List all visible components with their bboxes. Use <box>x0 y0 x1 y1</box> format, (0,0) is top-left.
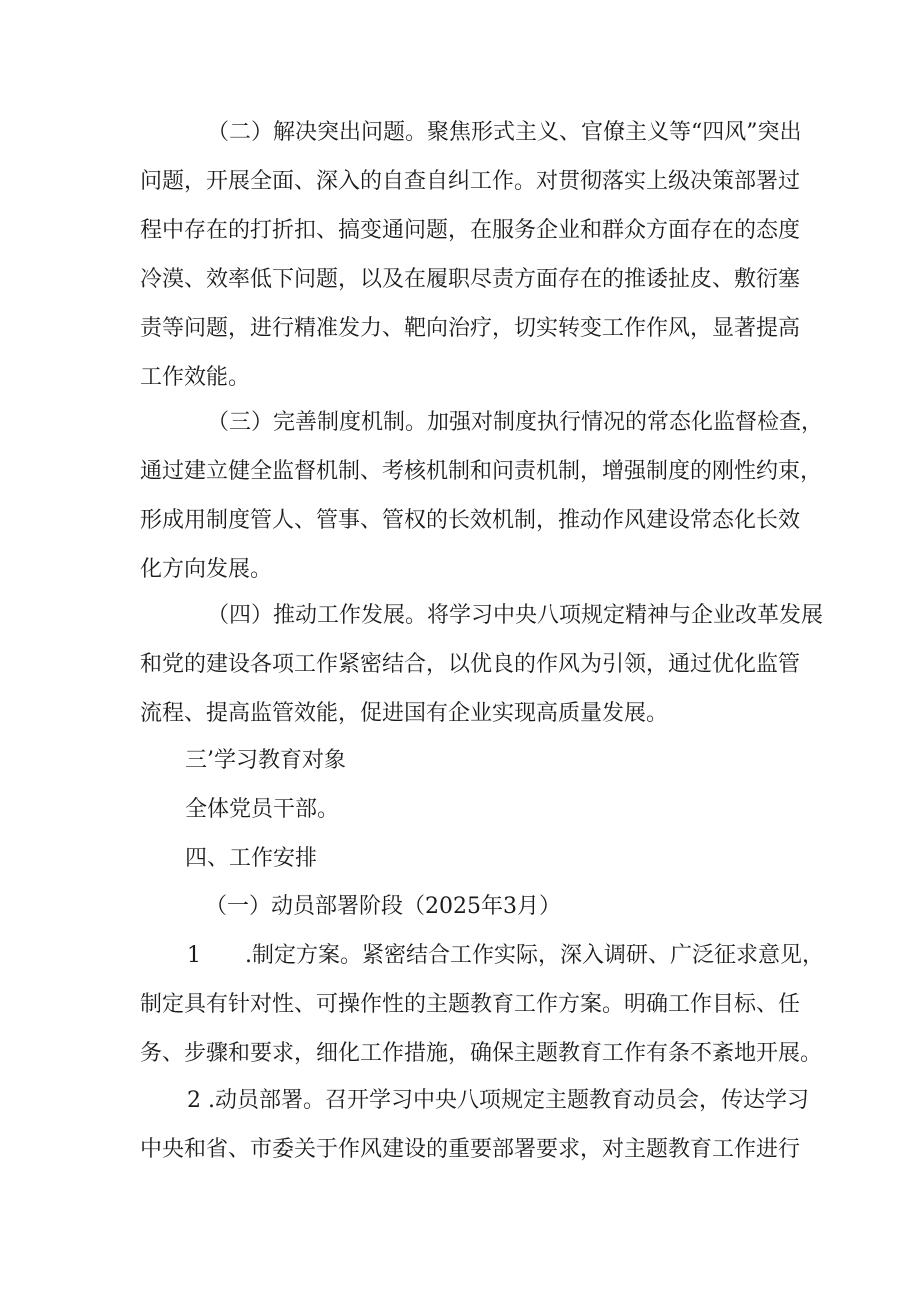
text-line: 制定具有针对性、可操作性的主题教育工作方案。明确工作目标、任 <box>140 992 801 1017</box>
text-line: 冷漠、效率低下问题，以及在履职尽责方面存在的推诿扯皮、敷衍塞 <box>140 267 801 292</box>
heading-work-arrangement <box>185 834 317 883</box>
text-line: 和党的建设各项工作紧密结合，以优良的作风为引领，通过优化监管 <box>140 652 801 677</box>
text-line: 三’学习教育对象 <box>185 748 346 773</box>
text-line: （二）解决突出问题。聚焦形式主义、官僚主义等“四风”突出 <box>207 120 802 145</box>
paragraph-promote-work <box>140 591 823 738</box>
paragraph-all-members <box>185 785 339 834</box>
text-line: （四）推动工作发展。将学习中央八项规定精神与企业改革发展 <box>207 603 824 628</box>
text-line: 程中存在的打折扣、搞变通问题，在服务企业和群众方面存在的态度 <box>140 218 801 243</box>
paragraph-mobilization-deployment <box>140 1076 809 1174</box>
text-line: 形成用制度管人、管事、管权的长效机制，推动作风建设常态化长效 <box>140 508 801 533</box>
text-line: 务、步骤和要求，细化工作措施，确保主题教育工作有条不紊地开展。 <box>140 1041 823 1066</box>
text-line: 问题，开展全面、深入的自查自纠工作。对贯彻落实上级决策部署过 <box>140 169 801 194</box>
text-line: 2 .动员部署。召开学习中央八项规定主题教育动员会，传达学习 <box>187 1088 809 1113</box>
text-line: 1 .制定方案。紧密结合工作实际，深入调研、广泛征求意见， <box>187 943 824 968</box>
text-line: 四、工作安排 <box>185 846 318 871</box>
text-line: 流程、提高监管效能，促进国有企业实现高质量发展。 <box>140 701 669 726</box>
text-line: 工作效能。 <box>140 365 251 390</box>
heading-mobilization-stage <box>205 882 561 931</box>
heading-study-targets <box>185 736 346 785</box>
text-line: 通过建立健全监督机制、考核机制和问责机制，增强制度的刚性约束， <box>140 459 823 484</box>
text-line: 全体党员干部。 <box>185 797 340 822</box>
paragraph-resolve-problems <box>140 108 802 402</box>
paragraph-formulate-plan <box>140 931 824 1078</box>
text-line: （一）动员部署阶段（2025年3月） <box>205 894 561 919</box>
text-line: 化方向发展。 <box>140 557 273 582</box>
text-line: 中央和省、市委关于作风建设的重要部署要求，对主题教育工作进行 <box>140 1137 801 1162</box>
text-line: 责等问题，进行精准发力、靶向治疗，切实转变工作作风，显著提高 <box>140 316 801 341</box>
text-line: （三）完善制度机制。加强对制度执行情况的常态化监督检查， <box>207 410 824 435</box>
paragraph-improve-system <box>140 398 823 594</box>
